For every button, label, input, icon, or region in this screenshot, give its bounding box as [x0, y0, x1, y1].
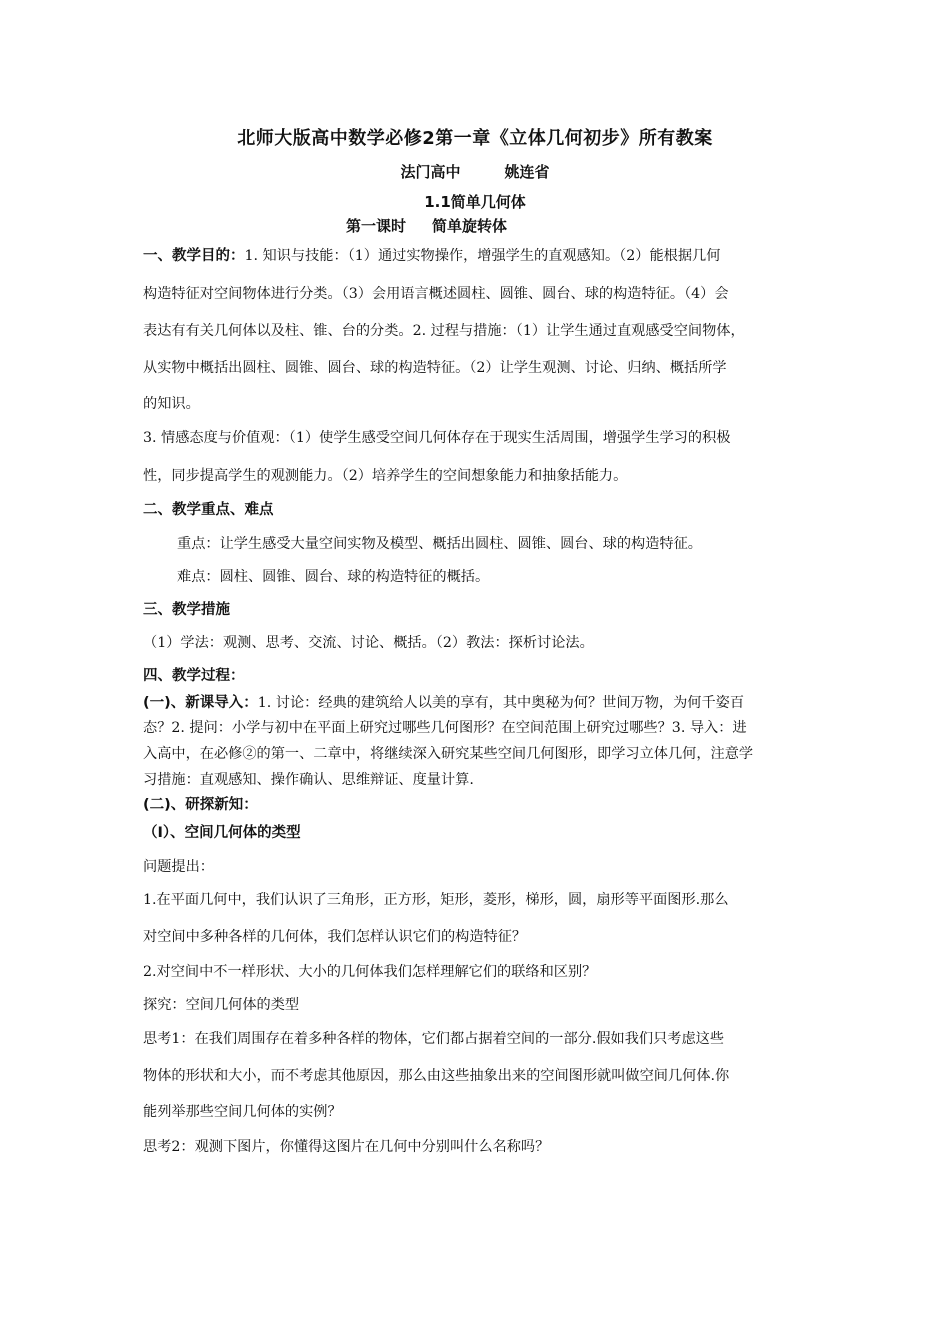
- lesson-heading: [346, 215, 507, 236]
- objectives-line-1: [143, 246, 720, 266]
- key-points-heading: 二、教学重点、难点: [143, 502, 274, 518]
- author-name: 姚连省: [504, 163, 550, 181]
- intro-line-3: 入高中，在必修②的第一、二章中，将继续深入研究某些空间几何图形，即学习立体几何，注意学: [143, 746, 754, 762]
- focus-text: 重点：让学生感受大量空间实物及模型、概括出圆柱、圆锥、圆台、球的构造特征。: [177, 536, 702, 552]
- process-heading: 四、教学过程：: [143, 668, 245, 684]
- intro-line-1: [143, 693, 744, 713]
- think-1-line-2: 物体的形状和大小，而不考虑其他原因，那么由这些抽象出来的空间图形就叫做空间几何体.你: [143, 1068, 730, 1084]
- objectives-line-6: 3. 情感态度与价值观：（1）使学生感受空间几何体存在于现实生活周围，增强学生学习的积极: [143, 430, 731, 446]
- types-heading: （Ⅰ）、空间几何体的类型: [143, 825, 301, 841]
- question-1-line-2: 对空间中多种各样的几何体，我们怎样认识它们的构造特征？: [143, 929, 527, 945]
- difficulty-text: 难点：圆柱、圆锥、圆台、球的构造特征的概括。: [177, 569, 490, 585]
- objectives-line-4: 从实物中概括出圆柱、圆锥、圆台、球的构造特征。（2）让学生观测、讨论、归纳、概括所学: [143, 360, 727, 376]
- question-2: 2.对空间中不一样形状、大小的几何体我们怎样理解它们的联络和区别？: [143, 964, 597, 980]
- school-name: 法门高中: [400, 163, 461, 181]
- intro-text-1: 1. 讨论：经典的建筑给人以美的享有，其中奥秘为何？世间万物，为何千姿百: [257, 695, 745, 711]
- objectives-line-2: 构造特征对空间物体进行分类。（3）会用语言概述圆柱、圆锥、圆台、球的构造特征。（4）会: [143, 286, 729, 302]
- intro-heading: (一)、新课导入：: [143, 695, 258, 711]
- question-raise: 问题提出：: [143, 859, 214, 875]
- lesson-number: 第一课时: [346, 217, 407, 235]
- think-1-line-1: 思考1：在我们周围存在着多种各样的物体，它们都占据着空间的一部分.假如我们只考虑这些: [143, 1031, 725, 1047]
- objectives-line-7: 性，同步提高学生的观测能力。（2）培养学生的空间想象能力和抽象括能力。: [143, 468, 628, 484]
- measures-heading: 三、教学措施: [143, 602, 230, 618]
- objectives-line-5: 的知识。: [143, 396, 200, 412]
- objectives-line-3: 表达有有关几何体以及柱、锥、台的分类。2. 过程与措施：（1）让学生通过直观感受空间物体，: [143, 323, 745, 339]
- section-heading: 1.1简单几何体: [424, 193, 526, 211]
- document-title: 北师大版高中数学必修2第一章《立体几何初步》所有教案: [237, 128, 713, 149]
- explore-label: 探究：空间几何体的类型: [143, 997, 300, 1013]
- author-line: [0, 161, 950, 182]
- think-2: 思考2：观测下图片，你懂得这图片在几何中分别叫什么名称吗？: [143, 1139, 550, 1155]
- measures-text: （1）学法：观测、思考、交流、讨论、概括。（2）教法：探析讨论法。: [143, 635, 594, 651]
- question-1-line-1: 1.在平面几何中，我们认识了三角形，正方形，矩形，菱形，梯形，圆，扇形等平面图形.那么: [143, 892, 729, 908]
- objectives-heading: 一、教学目的：: [143, 248, 245, 264]
- explore-heading: (二)、研探新知：: [143, 797, 258, 813]
- think-1-line-3: 能列举那些空间几何体的实例？: [143, 1104, 342, 1120]
- intro-line-4: 习措施：直观感知、操作确认、思维辩证、度量计算.: [143, 772, 474, 788]
- intro-line-2: 态？2. 提问：小学与初中在平面上研究过哪些几何图形？在空间范围上研究过哪些？3. 导入：进: [143, 720, 747, 736]
- lesson-topic: 简单旋转体: [432, 217, 508, 235]
- objectives-text-1: 1. 知识与技能：（1）通过实物操作，增强学生的直观感知。（2）能根据几何: [244, 248, 721, 264]
